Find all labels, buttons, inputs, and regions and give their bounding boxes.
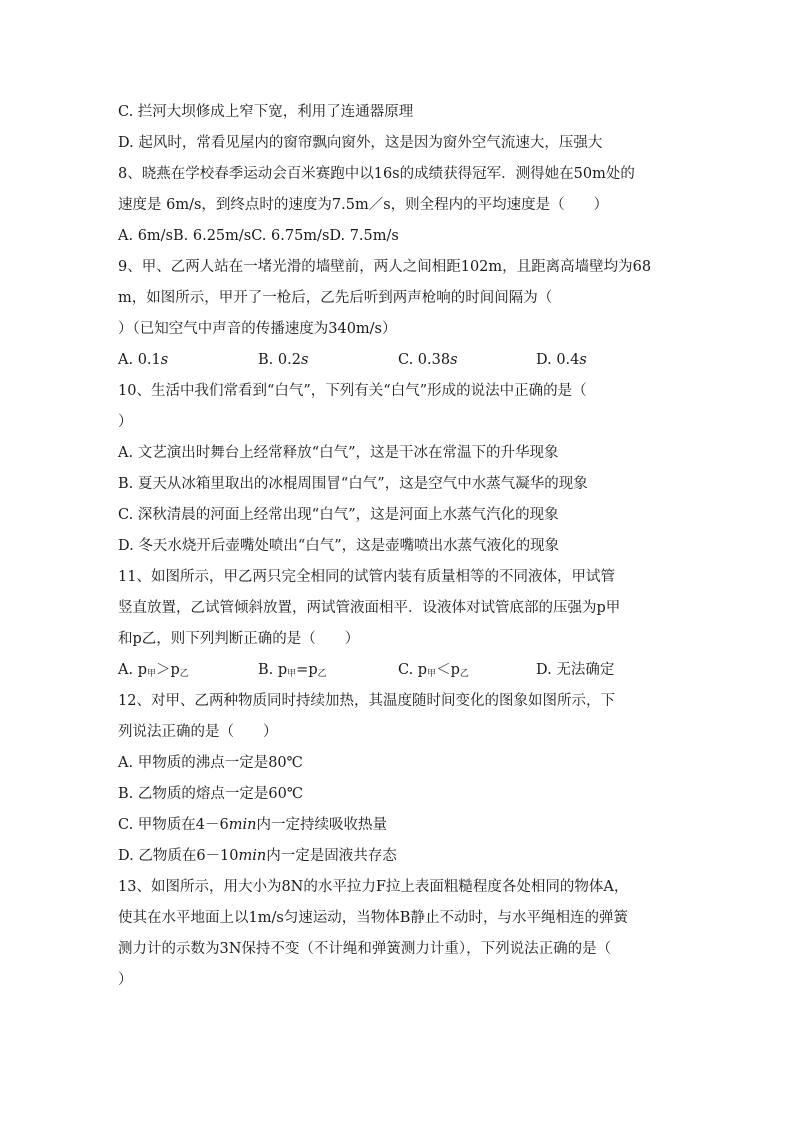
q11-options xyxy=(118,655,678,686)
q10-stem-line2: ） xyxy=(118,414,133,430)
q10-stem-line1: 10、生活中我们常看到“白气”，下列有关“白气”形成的说法中正确的是（ xyxy=(118,383,587,399)
q13-stem-line4: ） xyxy=(118,972,133,988)
q9-stem-line1: 9、甲、乙两人站在一堵光滑的墙壁前，两人之间相距102m，且距离高墙壁均为68 xyxy=(118,259,652,275)
q9-option-c: C. 0.38s xyxy=(398,352,458,368)
q9-stem-line3: ）（已知空气中声音的传播速度为340m/s） xyxy=(118,321,397,337)
q8-options: A. 6m/sB. 6.25m/sC. 6.75m/sD. 7.5m/s xyxy=(118,228,399,244)
q12-option-b: B. 乙物质的熔点一定是60℃ xyxy=(118,786,304,802)
q11-stem-line3: 和p乙，则下列判断正确的是（ ） xyxy=(118,631,360,647)
q9-stem-line2: m，如图所示，甲开了一枪后，乙先后听到两声枪响的时间间隔为（ xyxy=(118,290,553,306)
q8-stem-line1: 8、晓燕在学校春季运动会百米赛跑中以16s的成绩获得冠军．测得她在50m处的 xyxy=(118,166,635,182)
q13-stem-line2: 使其在水平地面上以1m/s匀速运动，当物体B静止不动时，与水平绳相连的弹簧 xyxy=(118,910,628,926)
q13-stem-line1: 13、如图所示，用大小为8N的水平拉力F拉上表面粗糙程度各处相同的物体A， xyxy=(118,879,629,895)
q12-stem-line1: 12、对甲、乙两种物质同时持续加热，其温度随时间变化的图象如图所示，下 xyxy=(118,693,615,709)
q10-option-a: A. 文艺演出时舞台上经常释放“白气”，这是干冰在常温下的升华现象 xyxy=(118,445,559,461)
q11-stem-line2: 竖直放置，乙试管倾斜放置，两试管液面相平．设液体对试管底部的压强为p甲 xyxy=(118,600,621,616)
q12-option-c: C. 甲物质在4－6min内一定持续吸收热量 xyxy=(118,817,387,833)
q12-option-a: A. 甲物质的沸点一定是80℃ xyxy=(118,755,303,771)
q11-option-c: C. $p_甲<p_乙$ xyxy=(398,662,469,679)
q9-option-b: B. 0.2s xyxy=(258,352,309,368)
q7-option-c: C. 拦河大坝修成上窄下宽，利用了连通器原理 xyxy=(118,104,414,120)
q9-option-a: A. 0.1s xyxy=(118,352,169,368)
q10-option-b: B. 夏天从冰箱里取出的冰棍周围冒“白气”，这是空气中水蒸气凝华的现象 xyxy=(118,476,588,492)
q10-option-d: D. 冬天水烧开后壶嘴处喷出“白气”，这是壶嘴喷出水蒸气液化的现象 xyxy=(118,538,560,554)
q11-option-a: A. $p_甲>p_乙$ xyxy=(118,662,189,679)
exam-page xyxy=(118,97,678,996)
q10-option-c: C. 深秋清晨的河面上经常出现“白气”，这是河面上水蒸气汽化的现象 xyxy=(118,507,559,523)
q9-option-d: D. 0.4s xyxy=(536,352,587,368)
q12-option-d: D. 乙物质在6－10min内一定是固液共存态 xyxy=(118,848,397,864)
q9-options xyxy=(118,345,678,376)
q8-stem-line2: 速度是 6m/s，到终点时的速度为7.5m／s，则全程内的平均速度是（ ） xyxy=(118,197,609,213)
q7-option-d: D. 起风时，常看见屋内的窗帘飘向窗外，这是因为窗外空气流速大，压强大 xyxy=(118,135,603,151)
q11-stem-line1: 11、如图所示，甲乙两只完全相同的试管内装有质量相等的不同液体，甲试管 xyxy=(118,569,615,585)
q12-stem-line2: 列说法正确的是（ ） xyxy=(118,724,278,740)
q11-option-d: D. 无法确定 xyxy=(536,662,615,678)
q13-stem-line3: 测力计的示数为3N保持不变（不计绳和弹簧测力计重），下列说法正确的是（ xyxy=(118,941,612,957)
q11-option-b: B. $p_甲=p_乙$ xyxy=(258,662,327,679)
